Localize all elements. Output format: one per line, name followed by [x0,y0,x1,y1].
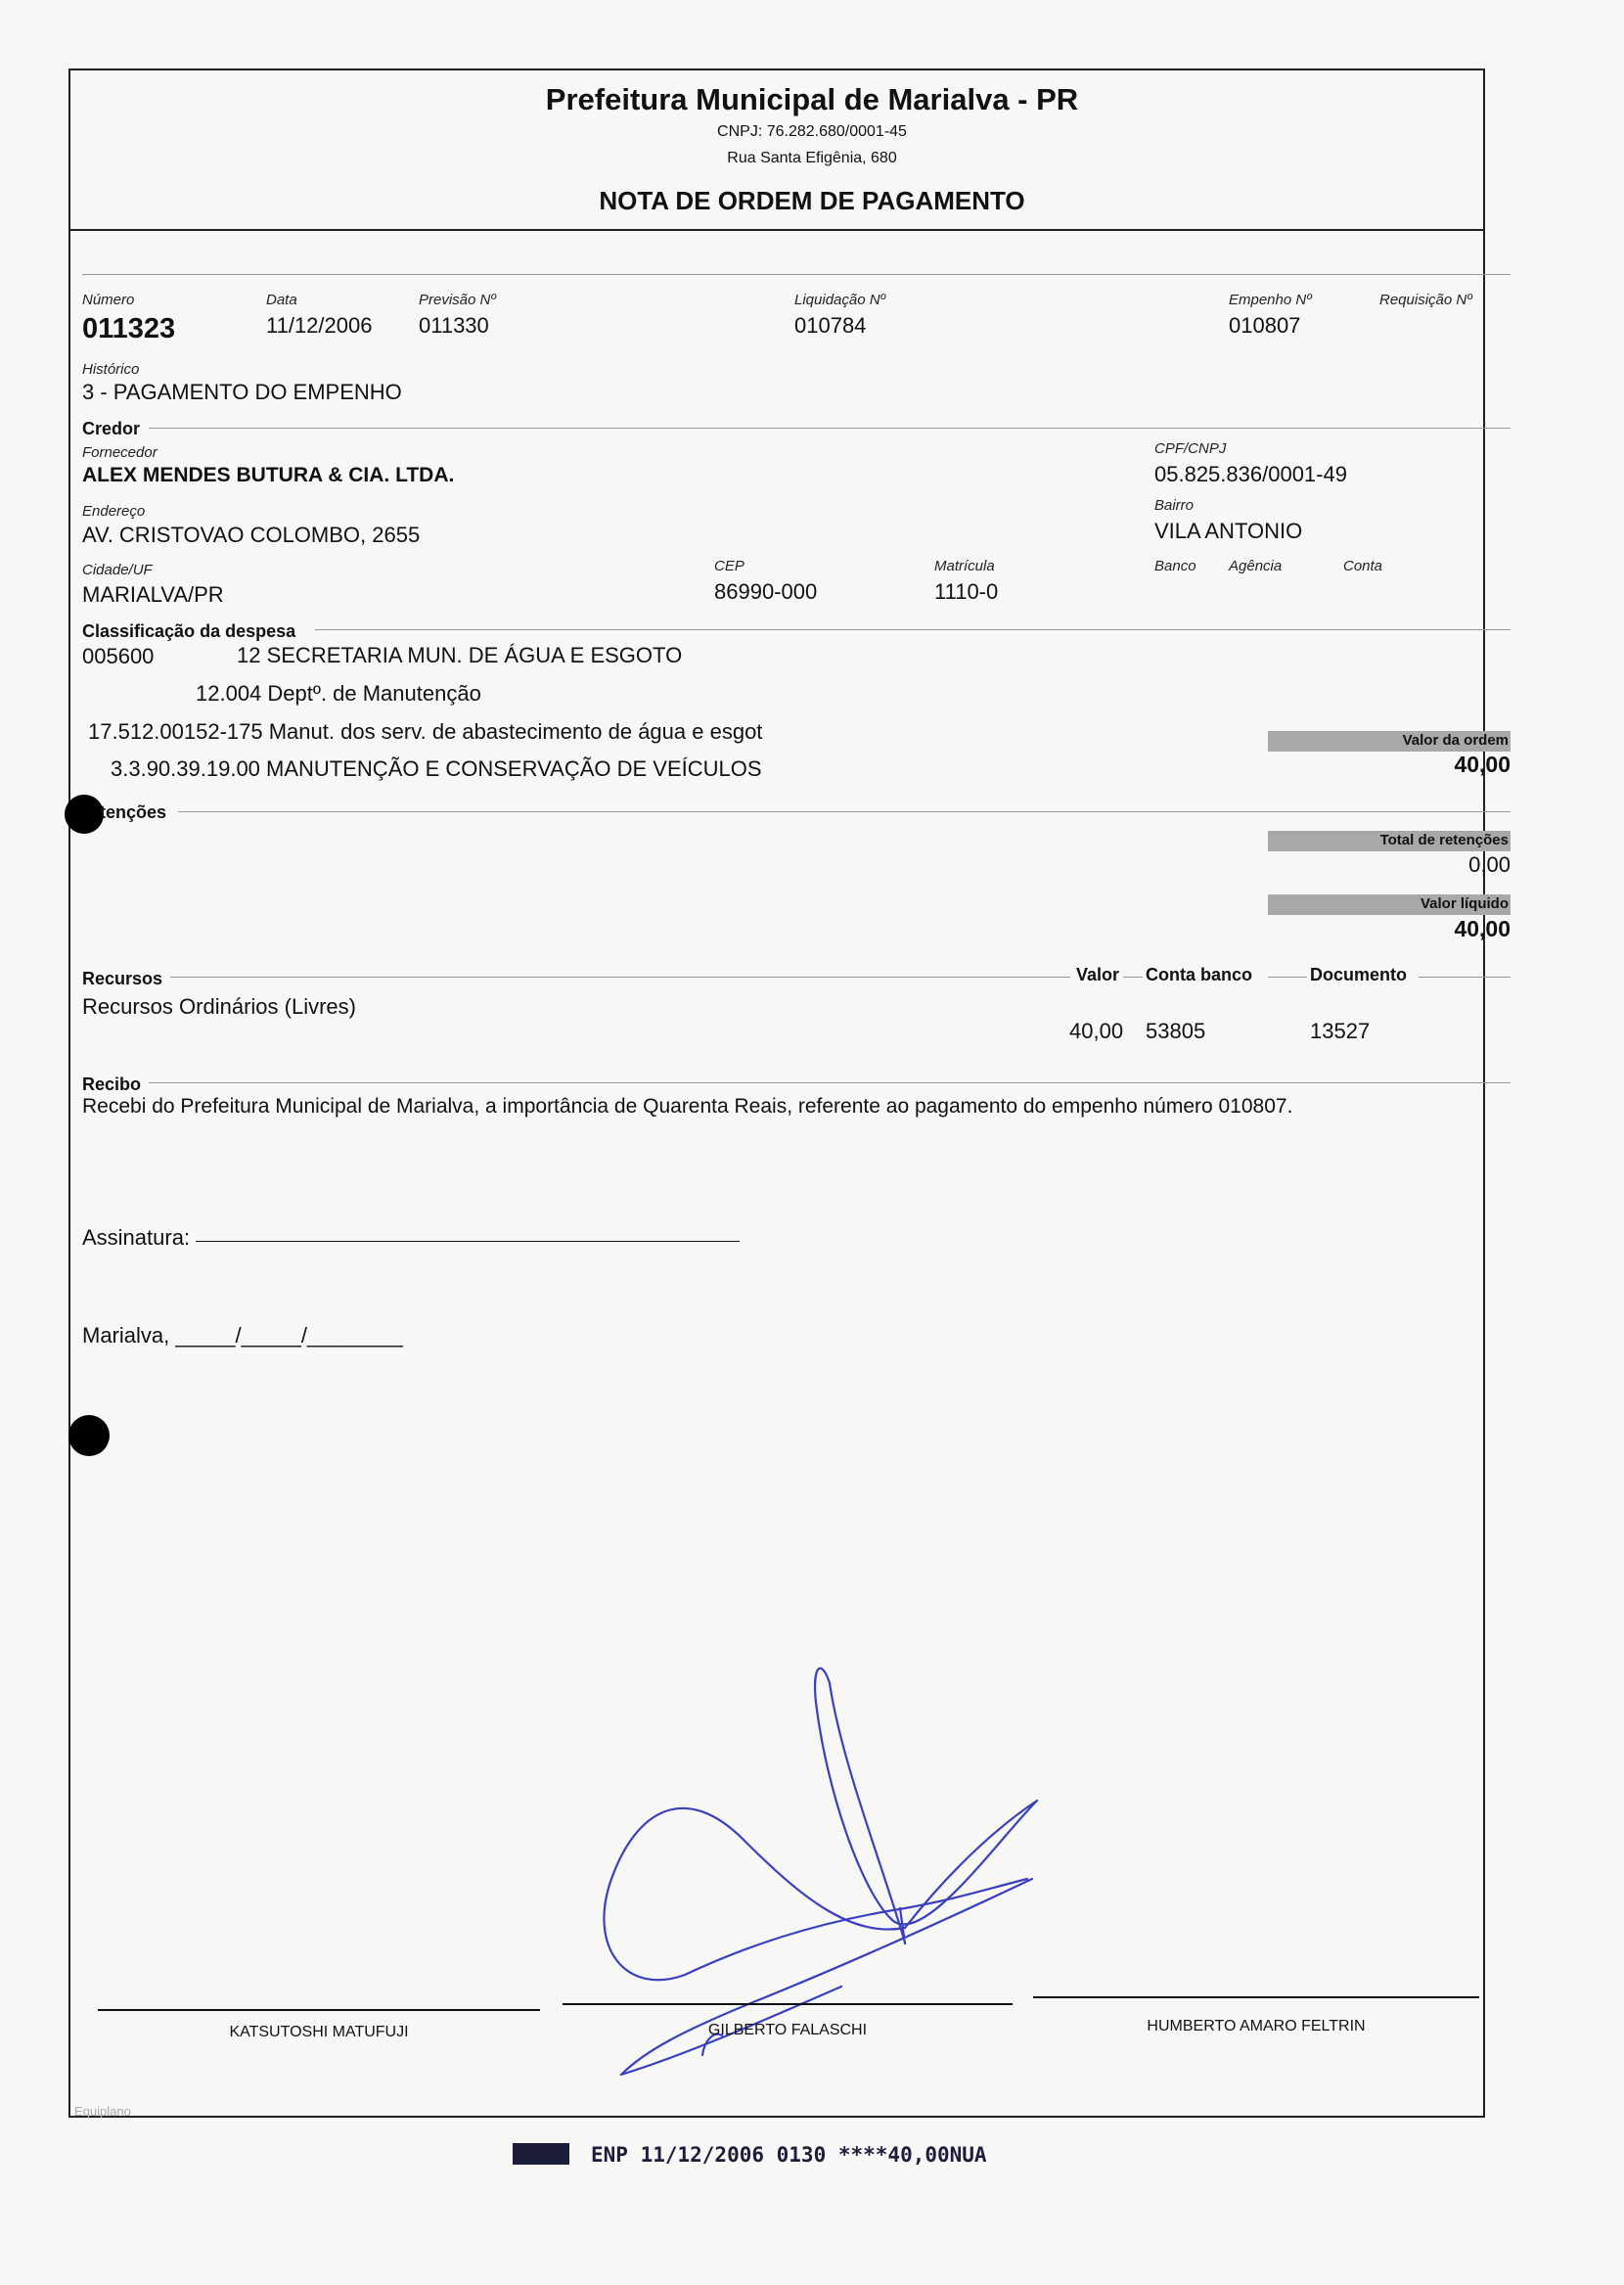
credor-rule [149,428,1511,429]
signature-line-1 [98,2009,540,2011]
classificacao-section: Classificação da despesa [82,621,296,641]
classificacao-line1: 12 SECRETARIA MUN. DE ÁGUA E ESGOTO [237,643,683,667]
historico-value: 3 - PAGAMENTO DO EMPENHO [82,380,402,404]
document-title: NOTA DE ORDEM DE PAGAMENTO [599,186,1025,215]
recursos-valor: 40,00 [1069,1019,1124,1043]
document-frame [68,69,1485,2118]
numero-value: 011323 [82,313,176,344]
recursos-valor-header: Valor [1076,965,1120,984]
org-address: Rua Santa Efigênia, 680 [727,150,897,166]
data-label: Data [266,292,297,308]
matricula-label: Matrícula [934,558,995,574]
empenho-label: Empenho Nº [1229,292,1312,308]
total-retencoes-label: Total de retenções [1379,832,1509,848]
endereco-value: AV. CRISTOVAO COLOMBO, 2655 [82,523,421,547]
previsao-label: Previsão Nº [419,292,496,308]
classificacao-code: 005600 [82,644,155,668]
valor-ordem-value: 40,00 [1454,752,1511,777]
historico-label: Histórico [82,361,140,378]
conta-label: Conta [1343,558,1383,574]
recursos-rule-4 [1419,977,1511,978]
recursos-conta: 53805 [1146,1019,1206,1043]
cpf-value: 05.825.836/0001-49 [1154,462,1347,486]
bank-stamp: ENP 11/12/2006 0130 ****40,00NUA [591,2143,987,2167]
data-value: 11/12/2006 [266,313,373,338]
valor-liquido-label: Valor líquido [1420,895,1509,912]
assinatura-line [196,1241,740,1242]
classificacao-line3: 17.512.00152-175 Manut. dos serv. de abastecimento de água e esgot [88,719,763,744]
valor-ordem-label: Valor da ordem [1402,732,1509,749]
signatory-2: GILBERTO FALASCHI [707,2022,868,2038]
retencoes-section: tenções [100,802,167,822]
cidade-value: MARIALVA/PR [82,582,224,607]
retencoes-rule [178,811,1511,812]
valor-liquido-value: 40,00 [1454,916,1511,941]
recibo-section: Recibo [82,1074,142,1094]
punch-hole [65,795,104,834]
date-blank: Marialva, _____/_____/________ [82,1323,403,1348]
recursos-name: Recursos Ordinários (Livres) [82,994,356,1019]
signature-line-3 [1033,1996,1479,1998]
org-title: Prefeitura Municipal de Marialva - PR [545,82,1079,116]
numero-label: Número [82,292,135,308]
assinatura-label: Assinatura: [82,1225,191,1250]
credor-section: Credor [82,419,141,438]
recursos-rule-2 [1123,977,1143,978]
requisicao-label: Requisição Nº [1379,292,1472,308]
ids-divider [82,274,1511,275]
bairro-value: VILA ANTONIO [1154,519,1303,543]
recursos-documento-header: Documento [1310,965,1407,984]
recursos-rule-1 [170,977,1070,978]
signatory-3: HUMBERTO AMARO FELTRIN [1147,2018,1366,2034]
fornecedor-value: ALEX MENDES BUTURA & CIA. LTDA. [82,464,455,486]
cpf-label: CPF/CNPJ [1154,440,1227,457]
recursos-section: Recursos [82,969,163,988]
bank-stamp-logo [513,2143,569,2165]
recursos-conta-header: Conta banco [1146,965,1253,984]
empenho-value: 010807 [1229,313,1301,338]
fornecedor-label: Fornecedor [82,444,158,461]
recibo-text: Recebi do Prefeitura Municipal de Marialva, a importância de Quarenta Reais, referente ao pagamento do empenho número 010807. [82,1095,1293,1118]
org-cnpj: CNPJ: 76.282.680/0001-45 [717,123,907,140]
cidade-label: Cidade/UF [82,562,153,578]
punch-hole [68,1415,110,1456]
signatory-1: KATSUTOSHI MATUFUJI [229,2024,409,2040]
agencia-label: Agência [1229,558,1283,574]
bairro-label: Bairro [1154,497,1195,514]
header-divider [68,229,1485,231]
recursos-rule-3 [1268,977,1307,978]
cep-label: CEP [714,558,744,574]
previsao-value: 011330 [419,313,489,338]
recibo-rule [149,1082,1511,1083]
total-retencoes-value: 0,00 [1468,852,1511,877]
classificacao-line4: 3.3.90.39.19.00 MANUTENÇÃO E CONSERVAÇÃO DE VEÍCULOS [111,756,762,781]
classificacao-rule [315,629,1511,630]
liquidacao-value: 010784 [794,313,867,338]
cep-value: 86990-000 [714,579,818,604]
recursos-documento: 13527 [1310,1019,1371,1043]
banco-label: Banco [1154,558,1196,574]
matricula-value: 1110-0 [934,579,999,604]
endereco-label: Endereço [82,503,146,520]
liquidacao-label: Liquidação Nº [794,292,886,308]
classificacao-line2: 12.004 Deptº. de Manutenção [196,681,481,706]
signature-line-2 [563,2003,1013,2005]
footer-small-text: Equiplano [74,2104,131,2119]
